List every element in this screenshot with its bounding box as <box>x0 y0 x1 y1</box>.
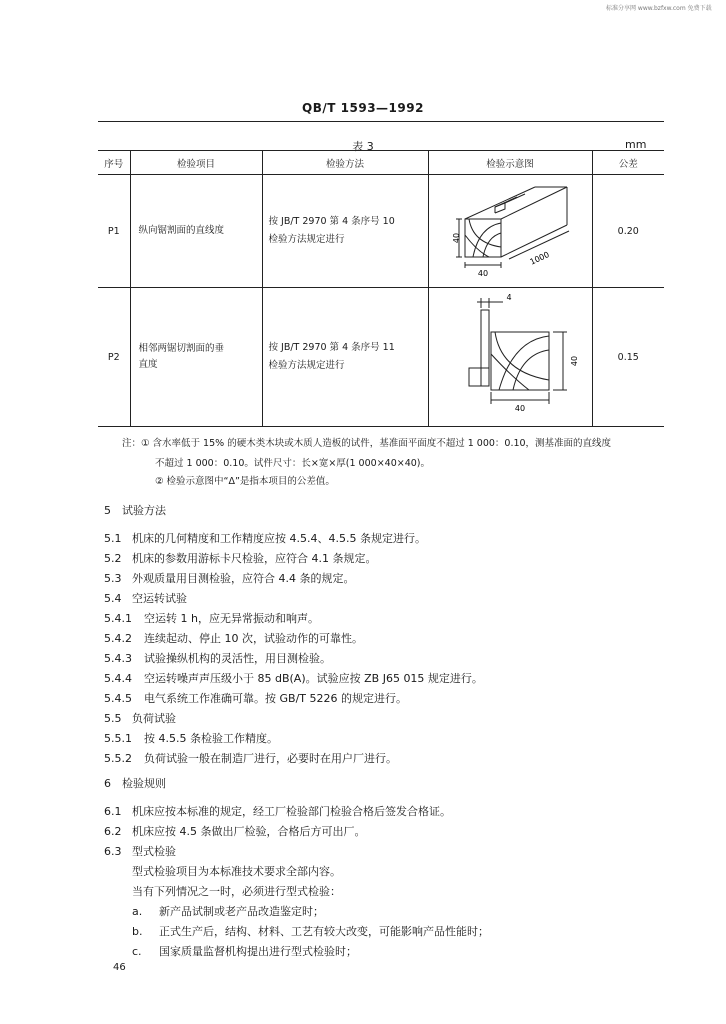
clause-text: 型式检验 <box>132 845 176 858</box>
table-caption: 表 3 <box>352 140 374 153</box>
dim-height: 40 <box>569 355 579 367</box>
table-row <box>98 175 664 288</box>
clause <box>104 690 407 706</box>
section-heading <box>104 775 166 791</box>
section-number: 6 <box>104 777 111 790</box>
clause-number: 5.4.1 <box>104 612 132 625</box>
clause-text: 外观质量用目测检验，应符合 4.4 条的规定。 <box>132 572 355 585</box>
clause-number: 5.2 <box>104 552 122 565</box>
list-text: 正式生产后，结构、材料、工艺有较大改变，可能影响产品性能时； <box>159 925 489 938</box>
clause <box>104 530 426 546</box>
method-line: 检验方法规定进行 <box>268 360 345 371</box>
item-line: 纵向锯割面的直线度 <box>138 225 225 236</box>
straightness-diagram <box>429 175 593 287</box>
clause <box>104 590 187 606</box>
dim-width: 40 <box>514 404 525 413</box>
method-line: 按 JB/T 2970 第 4 条序号 10 <box>268 216 395 227</box>
list-text: 国家质量监督机构提出进行型式检验时； <box>159 945 357 958</box>
clause-number: 5.5 <box>104 712 122 725</box>
standard-number-header: QB/T 1593—1992 <box>302 101 424 115</box>
clause-number: 6.2 <box>104 825 122 838</box>
dim-width: 40 <box>477 269 488 278</box>
list-letter: a. <box>132 905 143 918</box>
header-rule <box>98 121 664 122</box>
clause-text: 机床的参数用游标卡尺检验，应符合 4.1 条规定。 <box>132 552 377 565</box>
section-number: 5 <box>104 504 111 517</box>
row-method <box>262 288 428 427</box>
clause <box>104 610 319 626</box>
table-row <box>98 288 664 427</box>
dim-length: 1000 <box>528 249 551 267</box>
clause <box>104 630 363 646</box>
header-method: 检验方法 <box>262 151 428 175</box>
table-note: 不超过 1 000：0.10。试件尺寸：长×宽×厚(1 000×40×40)。 <box>155 458 430 469</box>
row-no: P2 <box>98 288 130 427</box>
page-number: 46 <box>113 962 126 973</box>
clause-text: 机床的几何精度和工作精度应按 4.5.4、4.5.5 条规定进行。 <box>132 532 426 545</box>
list-text: 新产品试制或老产品改造鉴定时； <box>159 905 324 918</box>
section-heading <box>104 502 166 518</box>
row-figure <box>428 288 592 427</box>
dim-height: 40 <box>451 232 461 244</box>
header-tolerance: 公差 <box>592 151 664 175</box>
section-title: 试验方法 <box>122 504 166 517</box>
clause <box>104 823 366 839</box>
watermark: 标准分享网 www.bzfxw.com 免费下载 <box>606 5 712 12</box>
clause-number: 5.4.4 <box>104 672 132 685</box>
clause-text: 试验操纵机构的灵活性，用目测检验。 <box>144 652 331 665</box>
clause-text: 机床应按本标准的规定，经工厂检验部门检验合格后签发合格证。 <box>132 805 451 818</box>
section-title: 检验规则 <box>122 777 166 790</box>
inspection-table <box>98 150 664 427</box>
clause-text: 空运转噪声声压级小于 85 dB(A)。试验应按 ZB J65 015 规定进行。 <box>144 672 483 685</box>
clause-number: 5.4.3 <box>104 652 132 665</box>
clause-number: 5.4.5 <box>104 692 132 705</box>
row-item <box>130 175 262 288</box>
table-header-row <box>98 151 664 175</box>
list-item <box>132 903 324 919</box>
header-no: 序号 <box>98 151 130 175</box>
list-letter: c. <box>132 945 142 958</box>
clause <box>104 843 176 859</box>
clause-text: 负荷试验 <box>132 712 176 725</box>
item-line: 相邻两锯切割面的垂 <box>138 343 225 354</box>
row-figure <box>428 175 592 288</box>
row-tolerance: 0.20 <box>592 175 664 288</box>
table-unit: mm <box>625 138 647 151</box>
clause-number: 5.4 <box>104 592 122 605</box>
clause <box>104 570 355 586</box>
clause <box>104 650 331 666</box>
clause <box>104 670 483 686</box>
clause-number: 5.5.2 <box>104 752 132 765</box>
clause-number: 5.5.1 <box>104 732 132 745</box>
list-item <box>132 923 489 939</box>
list-item <box>132 943 357 959</box>
row-no: P1 <box>98 175 130 288</box>
clause <box>104 750 397 766</box>
row-method <box>262 175 428 288</box>
dim-thickness: 4 <box>505 293 512 302</box>
clause-number: 5.4.2 <box>104 632 132 645</box>
clause <box>104 550 377 566</box>
list-letter: b. <box>132 925 143 938</box>
table-note: 注：① 含水率低于 15% 的硬木类木块或木质人造板的试件，基准面平面度不超过 1 000：0.10，测基准面的直线度 <box>122 438 612 449</box>
row-tolerance: 0.15 <box>592 288 664 427</box>
header-item: 检验项目 <box>130 151 262 175</box>
method-line: 按 JB/T 2970 第 4 条序号 11 <box>268 342 395 353</box>
clause <box>104 710 176 726</box>
clause-text: 连续起动、停止 10 次，试验动作的可靠性。 <box>144 632 363 645</box>
clause-text: 负荷试验一般在制造厂进行，必要时在用户厂进行。 <box>144 752 397 765</box>
clause-text: 按 4.5.5 条检验工作精度。 <box>144 732 278 745</box>
clause-text: 机床应按 4.5 条做出厂检验，合格后方可出厂。 <box>132 825 366 838</box>
clause-text: 空运转试验 <box>132 592 187 605</box>
clause-number: 5.3 <box>104 572 122 585</box>
clause-text: 空运转 1 h，应无异常振动和响声。 <box>144 612 319 625</box>
header-figure: 检验示意图 <box>428 151 592 175</box>
type-test-paragraph: 型式检验项目为本标准技术要求全部内容。 <box>132 865 341 878</box>
method-line: 检验方法规定进行 <box>268 234 345 245</box>
item-line: 直度 <box>138 359 158 370</box>
perpendicularity-diagram <box>429 288 593 426</box>
clause-number: 6.1 <box>104 805 122 818</box>
clause <box>104 803 451 819</box>
clause-number: 5.1 <box>104 532 122 545</box>
row-item <box>130 288 262 427</box>
clause-text: 电气系统工作准确可靠。按 GB/T 5226 的规定进行。 <box>144 692 407 705</box>
type-test-paragraph: 当有下列情况之一时，必须进行型式检验： <box>132 885 341 898</box>
clause-number: 6.3 <box>104 845 122 858</box>
table-note: ② 检验示意图中“Δ”是指本项目的公差值。 <box>155 476 335 487</box>
clause <box>104 730 278 746</box>
